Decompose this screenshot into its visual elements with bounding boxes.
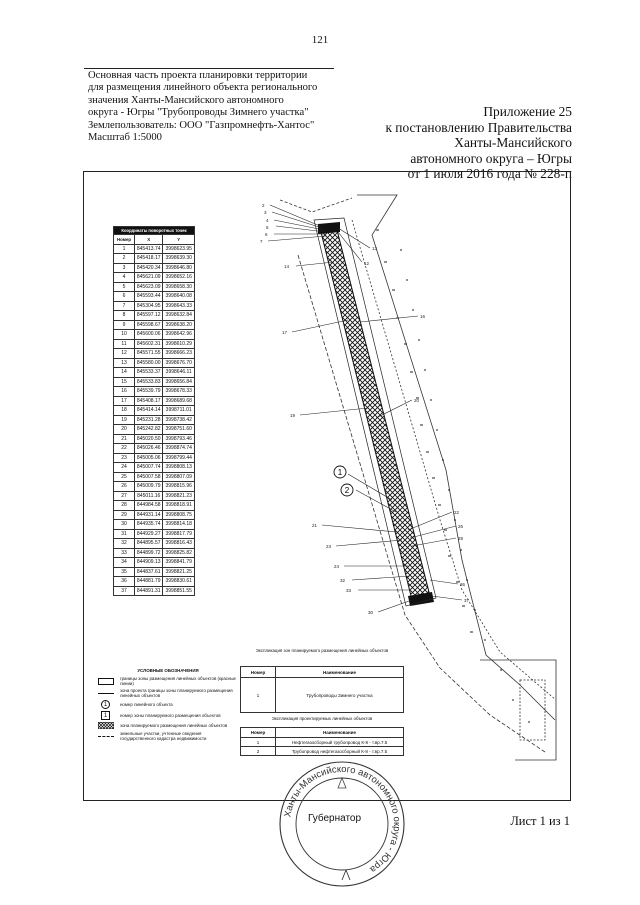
coordinate-cell-number: 15	[114, 377, 135, 387]
coordinate-cell-y: 3998751.60	[163, 425, 195, 435]
coordinate-cell-x: 844929.27	[135, 529, 163, 539]
coordinate-cell-number: 12	[114, 349, 135, 359]
appendix-line: от 1 июля 2016 года № 228-п	[407, 166, 572, 182]
appendix-line: Приложение 25	[483, 104, 572, 119]
coordinate-cell-number: 1	[114, 244, 135, 254]
coordinate-cell-x: 845005.06	[135, 453, 163, 463]
legend-outline-symbol	[98, 678, 114, 685]
coordinate-cell-number: 20	[114, 425, 135, 435]
zone-cell-name: Трубопроводы Зимнего участка	[276, 678, 404, 713]
coordinate-cell-x: 845420.34	[135, 263, 163, 273]
seal-outer-ring	[280, 762, 404, 886]
coordinate-cell-y: 3998676.70	[163, 358, 195, 368]
legend-item-zone-boundary	[98, 688, 238, 698]
coordinate-cell-y: 3998808.75	[163, 510, 195, 520]
legend-thin-line-symbol	[98, 693, 114, 694]
coordinate-cell-number: 2	[114, 254, 135, 264]
zone-header-name: Наименование	[276, 667, 404, 678]
coordinate-cell-y: 3998639.30	[163, 254, 195, 264]
coordinate-cell-y: 3998643.33	[163, 301, 195, 311]
coordinate-cell-number: 30	[114, 520, 135, 530]
coordinate-cell-y: 3998646.80	[163, 263, 195, 273]
svg-text:13: 13	[372, 246, 378, 251]
legend-hatch-symbol	[98, 722, 114, 729]
coordinate-cell-x: 844984.58	[135, 501, 163, 511]
coordinate-cell-number: 11	[114, 339, 135, 349]
point-leaders	[268, 205, 462, 612]
coordinate-cell-x: 844837.61	[135, 567, 163, 577]
coordinate-cell-y: 3998689.68	[163, 396, 195, 406]
coordinate-cell-number: 17	[114, 396, 135, 406]
coordinate-header-y: Y	[163, 235, 195, 245]
coordinate-cell-x: 845231.28	[135, 415, 163, 425]
objects-cell-number: 2	[241, 747, 276, 756]
coordinate-cell-x: 845026.46	[135, 444, 163, 454]
svg-text:5: 5	[266, 225, 269, 230]
coordinate-cell-number: 8	[114, 311, 135, 321]
coordinate-cell-y: 3998652.16	[163, 273, 195, 283]
objects-header-number: Номер	[241, 728, 276, 738]
legend-item-zone-number	[98, 711, 238, 720]
coordinate-cell-y: 3998711.01	[163, 406, 195, 416]
coordinate-cell-x: 845533.83	[135, 377, 163, 387]
coordinate-cell-y: 3998816.43	[163, 539, 195, 549]
legend-label: зона планируемого размещения линейных объектов	[120, 723, 228, 728]
linear-object-marker-2	[341, 484, 353, 496]
coordinate-cell-y: 3998808.13	[163, 463, 195, 473]
coordinate-cell-x: 844881.79	[135, 577, 163, 587]
appendix-line: Ханты-Мансийского	[454, 135, 572, 151]
marker-number: 1	[337, 468, 343, 477]
coordinate-cell-number: 28	[114, 501, 135, 511]
coordinate-cell-number: 16	[114, 387, 135, 397]
coordinate-cell-number: 26	[114, 482, 135, 492]
svg-text:22: 22	[454, 510, 460, 515]
legend-dashed-symbol	[98, 736, 114, 737]
legend-label: зона проекта границы зоны планируемого размещения линейных объектов	[120, 688, 233, 698]
linear-object-marker-1	[334, 466, 346, 478]
coordinate-cell-y: 3998610.29	[163, 339, 195, 349]
legend-square-symbol: 1	[101, 711, 110, 720]
coordinate-cell-y: 3998646.11	[163, 368, 195, 378]
coordinate-cell-number: 31	[114, 529, 135, 539]
coordinate-cell-number: 29	[114, 510, 135, 520]
coordinate-cell-y: 3998815.96	[163, 482, 195, 492]
coordinate-cell-number: 6	[114, 292, 135, 302]
coordinate-cell-y: 3998807.09	[163, 472, 195, 482]
coordinate-cell-y: 3998658.30	[163, 282, 195, 292]
svg-text:28: 28	[458, 536, 464, 541]
coordinate-cell-number: 21	[114, 434, 135, 444]
title-line: для размещения линейного объекта регионального	[88, 82, 318, 94]
coordinate-cell-x: 844935.74	[135, 520, 163, 530]
legend-title: УСЛОВНЫЕ ОБОЗНАЧЕНИЯ	[137, 668, 199, 673]
coordinate-cell-number: 33	[114, 548, 135, 558]
legend	[98, 668, 238, 743]
coordinate-cell-x: 845597.12	[135, 311, 163, 321]
coordinate-cell-y: 3998678.33	[163, 387, 195, 397]
coordinate-cell-y: 3998817.79	[163, 529, 195, 539]
coordinate-cell-x: 845414.14	[135, 406, 163, 416]
coordinate-cell-y: 3998656.84	[163, 377, 195, 387]
title-line: Основная часть проекта планировки территории	[88, 70, 308, 81]
svg-text:37: 37	[464, 598, 470, 603]
coordinate-cell-x: 844931.14	[135, 510, 163, 520]
svg-text:12: 12	[364, 261, 370, 266]
coordinate-cell-y: 3998841.79	[163, 558, 195, 568]
svg-text:19: 19	[290, 413, 296, 418]
coordinate-cell-y: 3998799.44	[163, 453, 195, 463]
coordinate-cell-number: 34	[114, 558, 135, 568]
coordinate-cell-number: 14	[114, 368, 135, 378]
title-line: значения Ханты-Мансийского автономного	[88, 94, 284, 106]
zone-header-number: Номер	[241, 667, 276, 678]
svg-text:24: 24	[334, 564, 340, 569]
objects-header-name: Наименование	[276, 728, 404, 738]
coordinate-header-x: X	[135, 235, 163, 245]
objects-cell-name: Трубопровод нефтегазосборный К-8 - т.вр.7.5	[276, 747, 404, 756]
seal-ring-text: Ханты-Мансийского автономного округа - Югра	[282, 763, 403, 875]
appendix-line: к постановлению Правительства	[385, 119, 572, 135]
coordinate-cell-x: 844891.31	[135, 586, 163, 596]
coordinate-cell-x: 845539.79	[135, 387, 163, 397]
legend-item-hatched-zone	[98, 722, 238, 729]
coordinate-table-caption: Координаты поворотных точек	[114, 227, 195, 235]
svg-text:33: 33	[346, 588, 352, 593]
seal-emblem	[338, 778, 346, 788]
coordinate-cell-x: 845571.55	[135, 349, 163, 359]
pipeline-corridor	[320, 226, 430, 600]
coordinate-cell-number: 18	[114, 406, 135, 416]
objects-cell-number: 1	[241, 738, 276, 747]
coordinate-cell-x: 845242.82	[135, 425, 163, 435]
svg-text:7: 7	[260, 239, 263, 244]
coordinate-cell-number: 24	[114, 463, 135, 473]
governor-seal	[276, 758, 408, 890]
coordinate-cell-y: 3998851.55	[163, 586, 195, 596]
coordinate-cell-y: 3998638.20	[163, 320, 195, 330]
sheet-number: Лист 1 из 1	[510, 814, 570, 828]
coordinate-cell-x: 845621.09	[135, 273, 163, 283]
coordinate-cell-number: 19	[114, 415, 135, 425]
legend-label: границы зоны размещения линейных объектов (красные линии)	[120, 676, 236, 686]
zone-cell-number: 1	[241, 678, 276, 713]
coordinate-cell-number: 35	[114, 567, 135, 577]
coordinate-cell-y: 3998821.25	[163, 567, 195, 577]
svg-text:6: 6	[265, 232, 268, 237]
coordinate-cell-number: 37	[114, 586, 135, 596]
coordinate-cell-x: 845020.50	[135, 434, 163, 444]
coordinate-cell-number: 13	[114, 358, 135, 368]
legend-circle-symbol: 1	[101, 700, 110, 709]
coordinate-cell-number: 32	[114, 539, 135, 549]
coordinate-cell-x: 845007.58	[135, 472, 163, 482]
coordinate-cell-x: 845408.17	[135, 396, 163, 406]
svg-text:2: 2	[262, 203, 265, 208]
legend-item-red-lines	[98, 676, 238, 686]
coordinate-cell-x: 845009.79	[135, 482, 163, 492]
signatory-label: Губернатор	[308, 813, 362, 824]
coordinate-cell-x: 844909.13	[135, 558, 163, 568]
coordinate-cell-x: 845623.09	[135, 282, 163, 292]
svg-text:32: 32	[340, 578, 346, 583]
title-line: Землепользователь: ООО "Газпромнефть-Хантос"	[88, 119, 315, 131]
svg-text:30: 30	[368, 610, 374, 615]
coordinate-cell-x: 845602.31	[135, 339, 163, 349]
coordinate-cell-y: 3998818.91	[163, 501, 195, 511]
coordinate-cell-y: 3998666.23	[163, 349, 195, 359]
coordinate-cell-y: 3998874.74	[163, 444, 195, 454]
legend-item-object-number	[98, 700, 238, 709]
coordinate-cell-x: 845598.67	[135, 320, 163, 330]
coordinate-cell-x: 845413.74	[135, 244, 163, 254]
objects-table	[240, 727, 404, 756]
coordinate-cell-y: 3998632.84	[163, 311, 195, 321]
legend-item-cadastral	[98, 731, 238, 741]
coordinate-cell-x: 845304.95	[135, 301, 163, 311]
svg-text:26: 26	[458, 524, 464, 529]
coordinate-cell-x: 844899.72	[135, 548, 163, 558]
coordinate-cell-number: 5	[114, 282, 135, 292]
coordinate-cell-x: 845600.06	[135, 330, 163, 340]
coordinate-cell-y: 3998623.95	[163, 244, 195, 254]
coordinate-cell-x: 845533.37	[135, 368, 163, 378]
coordinate-cell-y: 3998814.18	[163, 520, 195, 530]
coordinate-cell-number: 23	[114, 453, 135, 463]
legend-label: земельные участки, учтенные сведения государственного кадастра недвижимости	[120, 731, 207, 741]
coordinate-cell-y: 3998738.42	[163, 415, 195, 425]
seal-inner-ring	[296, 778, 388, 870]
coordinate-cell-number: 36	[114, 577, 135, 587]
coordinate-cell-y: 3998830.61	[163, 577, 195, 587]
svg-text:36: 36	[460, 582, 466, 587]
legend-label: номер зоны планируемого размещения объектов	[120, 713, 221, 718]
coordinate-cell-y: 3998640.08	[163, 292, 195, 302]
coordinate-cell-x: 845011.16	[135, 491, 163, 501]
coordinate-cell-y: 3998642.96	[163, 330, 195, 340]
zone-table-title: Экспликация зон планируемого размещения линейных объектов	[255, 648, 389, 653]
objects-table-title: Экспликация проектируемых линейных объектов	[271, 716, 373, 721]
svg-text:3: 3	[264, 210, 267, 215]
coordinate-header-number: Номер	[114, 235, 135, 245]
coordinate-cell-x: 845007.74	[135, 463, 163, 473]
coordinate-cell-number: 4	[114, 273, 135, 283]
coordinate-cell-y: 3998793.46	[163, 434, 195, 444]
coordinate-cell-y: 3998821.23	[163, 491, 195, 501]
coordinate-cell-number: 3	[114, 263, 135, 273]
coordinate-cell-x: 845418.17	[135, 254, 163, 264]
zone-table	[240, 666, 404, 713]
coordinate-cell-number: 22	[114, 444, 135, 454]
page-number: 121	[311, 34, 329, 46]
coordinate-cell-x: 845593.44	[135, 292, 163, 302]
appendix-line: автономного округа – Югры	[410, 150, 572, 166]
coordinate-cell-x: 844895.57	[135, 539, 163, 549]
coordinate-cell-y: 3998825.82	[163, 548, 195, 558]
title-line: округа - Югры "Трубопроводы Зимнего участка"	[88, 107, 309, 119]
title-line: Масштаб 1:5000	[88, 132, 162, 144]
svg-text:20: 20	[414, 398, 420, 403]
legend-label: номер линейного объекта	[120, 702, 173, 707]
svg-text:17: 17	[282, 330, 288, 335]
svg-text:4: 4	[266, 218, 269, 223]
coordinate-cell-number: 10	[114, 330, 135, 340]
road-edge-north	[280, 198, 352, 212]
objects-cell-name: Нефтегазосборный трубопровод К-8 - т.вр.7.5	[276, 738, 404, 747]
svg-text:23: 23	[326, 544, 332, 549]
coordinate-cell-number: 25	[114, 472, 135, 482]
svg-text:16: 16	[420, 314, 426, 319]
svg-text:21: 21	[312, 523, 318, 528]
coordinate-cell-number: 9	[114, 320, 135, 330]
svg-text:14: 14	[284, 264, 290, 269]
coordinate-cell-x: 845580.00	[135, 358, 163, 368]
coordinate-cell-number: 7	[114, 301, 135, 311]
marker-number: 2	[344, 486, 350, 495]
coordinate-cell-number: 27	[114, 491, 135, 501]
